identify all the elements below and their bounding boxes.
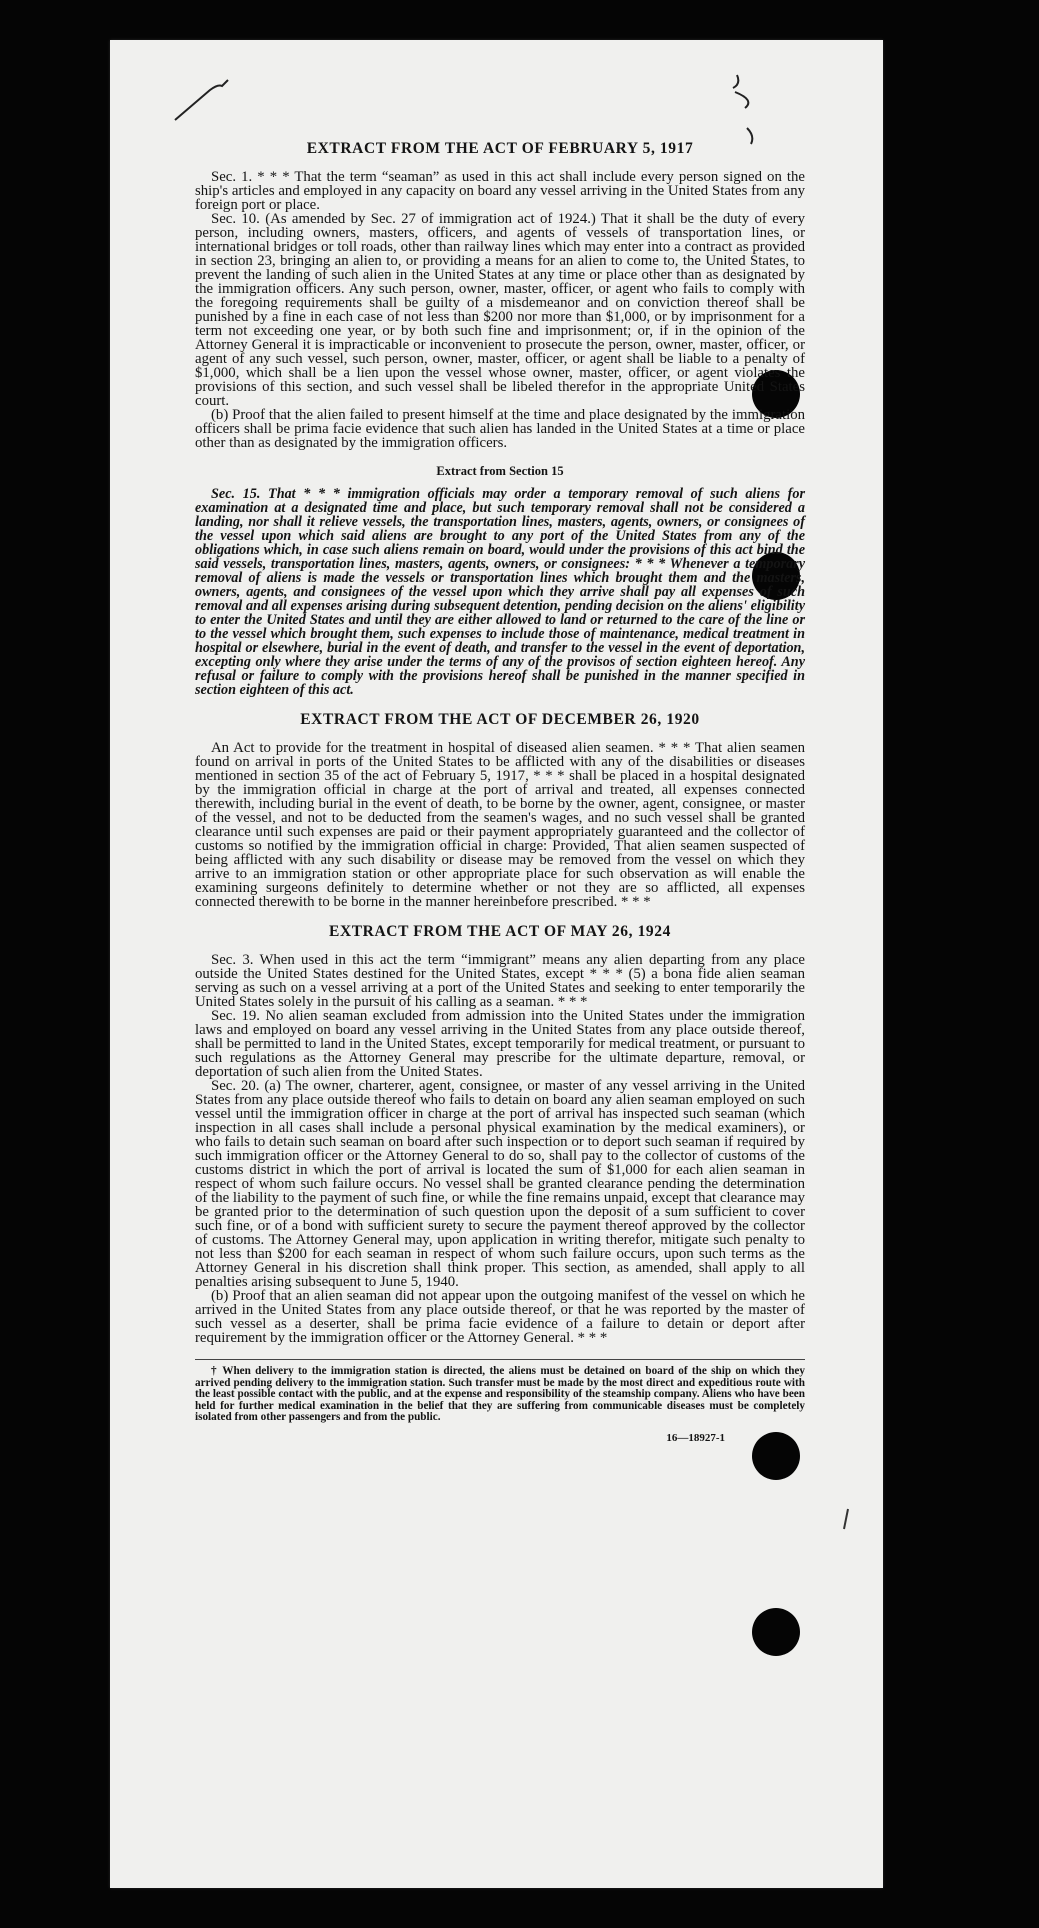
punch-hole bbox=[752, 1608, 800, 1656]
sec-3-text: Sec. 3. When used in this act the term “immigrant” means any alien departing from any place outside the United States destined for the United States, except * * * (5) a bona fide alien seaman serving as such on a vessel arriving at a port of the United States and seeking to enter temporarily the United States solely in the pursuit of his calling as a seaman. * * * bbox=[195, 952, 805, 1010]
act-1920-text: An Act to provide for the treatment in hospital of diseased alien seamen. * * * That alien seamen found on arrival in ports of the United States to be afflicted with any of the disabilities or diseases mentioned in section 35 of the act of February 5, 1917, * * * shall be placed in a hospital designated by the immigration official in charge at the port of arrival and treated, all expenses connected therewith, including burial in the event of death, to be borne by the owner, agent, consignee, or master of the vessel, and not to be deducted from the seamen's wages, and no such vessel shall be granted clearance until such expenses are paid or their payment appropriately guaranteed and the collector of customs so notified by the immigration official in charge: Provided, That alien seamen suspected of being afflicted with any such disability or disease may be removed from the vessel on which they arrive to an immigration station or other appropriate place for such observation as will enable the examining surgeons definitely to determine whether or not they are so afflicted, all expenses connected therewith to be borne in the manner hereinbefore prescribed. * * * bbox=[195, 740, 805, 910]
act-1924-heading: EXTRACT FROM THE ACT OF MAY 26, 1924 bbox=[329, 923, 671, 940]
footnote bbox=[195, 1359, 805, 1424]
act-1917-section bbox=[195, 140, 805, 450]
act-1920-heading: EXTRACT FROM THE ACT OF DECEMBER 26, 1920 bbox=[300, 711, 700, 728]
document-content bbox=[195, 140, 805, 1444]
footnote-text: † When delivery to the immigration station is directed, the aliens must be detained on board of the ship on which they arrived pending delivery to the immigration station. Such transfer must be made by the most direct and expeditious route with the least possible contact with the public, and at the expense and responsibility of the steamship company. Aliens who have been held for further medical examination in the belief that they are suffering from communicable diseases must be completely isolated from other passengers and from the public. bbox=[195, 1365, 805, 1423]
sec-20b-text: (b) Proof that an alien seaman did not appear upon the outgoing manifest of the vessel on which he arrived in the United States from any place outside thereof, or that he was reported by the master of such vessel as a deserter, shall be prima facie evidence of a failure to detain or deport after requirement by the immigration officer or the Attorney General. * * * bbox=[195, 1288, 805, 1346]
act-1920-section bbox=[195, 711, 805, 909]
act-1917-heading: EXTRACT FROM THE ACT OF FEBRUARY 5, 1917 bbox=[306, 140, 694, 157]
pen-scribble-mark bbox=[725, 70, 775, 150]
act-1924-section bbox=[195, 923, 805, 1345]
sec-20-text: Sec. 20. (a) The owner, charterer, agent, consignee, or master of any vessel arriving in the United States from any place outside thereof who fails to detain on board any alien seaman employed on such vessel until the immigration officer in charge at the port of arrival has inspected such seaman (which inspection in all cases shall include a personal physical examination by the medical examiners), or who fails to detain such seaman on board after such inspection or to deport such seaman if required by such immigration officer or the Attorney General to do so, shall pay to the collector of customs of the customs district in which the port of arrival is located the sum of $1,000 for each alien seaman in respect of whom such failure occurs. No vessel shall be granted clearance pending the determination of the liability to the payment of such fine, or while the fine remains unpaid, except that clearance may be granted prior to the determination of such question upon the deposit of a sum sufficient to cover such fine, or of a bond with sufficient surety to secure the payment thereof approved by the collector of customs. The Attorney General may, upon application in writing therefor, mitigate such penalty to not less than $200 for each seaman in respect of whom such failure occurs, upon such terms as the Attorney General in his discretion shall think proper. This section, as amended, shall apply to all penalties arising subsequent to June 5, 1940. bbox=[195, 1078, 805, 1290]
sec-10-text: Sec. 10. (As amended by Sec. 27 of immigration act of 1924.) That it shall be the duty of every person, including owners, masters, officers, and agents of vessels of transportation lines, or international bridges or toll roads, other than railway lines which may enter into a contract as provided in section 23, bringing an alien to, or providing a means for an alien to come to, the United States, to prevent the landing of such alien in the United States at any time or place other than as designated by the immigration officers. Any such person, owner, master, officer, or agent who fails to comply with the foregoing requirements shall be guilty of a misdemeanor and on conviction thereof shall be punished by a fine in each case of not less than $200 nor more than $1,000, or by imprisonment for a term not exceeding one year, or by both such fine and imprisonment; or, if in the opinion of the Attorney General it is impracticable or inconvenient to prosecute the person, owner, master, officer, or agent of any such vessel, such person, owner, master, officer, or agent shall be liable to a penalty of $1,000, which shall be a lien upon the vessel whose owner, master, officer, or agent violates the provisions of this section, and such vessel shall be libeled therefor in the appropriate United States court. bbox=[195, 211, 805, 409]
sec-19-text: Sec. 19. No alien seaman excluded from admission into the United States under the immigration laws and employed on board any vessel arriving in the United States from any place outside thereof, shall be permitted to land in the United States, except temporarily for medical treatment, or pursuant to such regulations as the Attorney General may prescribe for the ultimate departure, removal, or deportation of such alien from the United States. bbox=[195, 1008, 805, 1080]
document-page bbox=[110, 40, 883, 1888]
section-15-heading: Extract from Section 15 bbox=[436, 464, 564, 478]
pen-stroke-mark bbox=[170, 68, 240, 128]
pen-tick-mark bbox=[840, 1505, 860, 1535]
section-15-extract bbox=[195, 464, 805, 697]
sec-1-text: Sec. 1. * * * That the term “seaman” as used in this act shall include every person signed on the ship's articles and employed in any capacity on board any vessel arriving in the United States from any foreign port or place. bbox=[195, 169, 805, 213]
sec-15-text: Sec. 15. That * * * immigration officials may order a temporary removal of such aliens for examination at a designated time and place, but such temporary removal shall not be considered a landing, nor shall it relieve vessels, the transportation lines, masters, agents, owners, or consignees of the vessel upon which said aliens are brought to any port of the United States from any of the obligations which, in case such aliens remain on board, would under the provisions of this act bind the said vessels, transportation lines, masters, agents, owners, or consignees: * * * Whenever a temporary removal of aliens is made the vessels or transportation lines which brought them and the masters, owners, agents, and consignees of the vessel upon which they arrive shall pay all expenses of such removal and all expenses arising during subsequent detention, pending decision on the aliens' eligibility to enter the United States and until they are either allowed to land or returned to the care of the line or to the vessel which brought them, such expenses to include those of maintenance, medical treatment in hospital or elsewhere, burial in the event of death, and transfer to the vessel in the event of deportation, excepting only where they arise under the terms of any of the provisos of section eighteen hereof. Any refusal or failure to comply with the provisions hereof shall be punished in the manner specified in section eighteen of this act. bbox=[195, 486, 805, 698]
form-number: 16—18927-1 bbox=[666, 1431, 725, 1444]
sec-10b-text: (b) Proof that the alien failed to present himself at the time and place designated by the immigration officers shall be prima facie evidence that such alien has landed in the United States at a time or place other than as designated by the immigration officers. bbox=[195, 407, 805, 451]
